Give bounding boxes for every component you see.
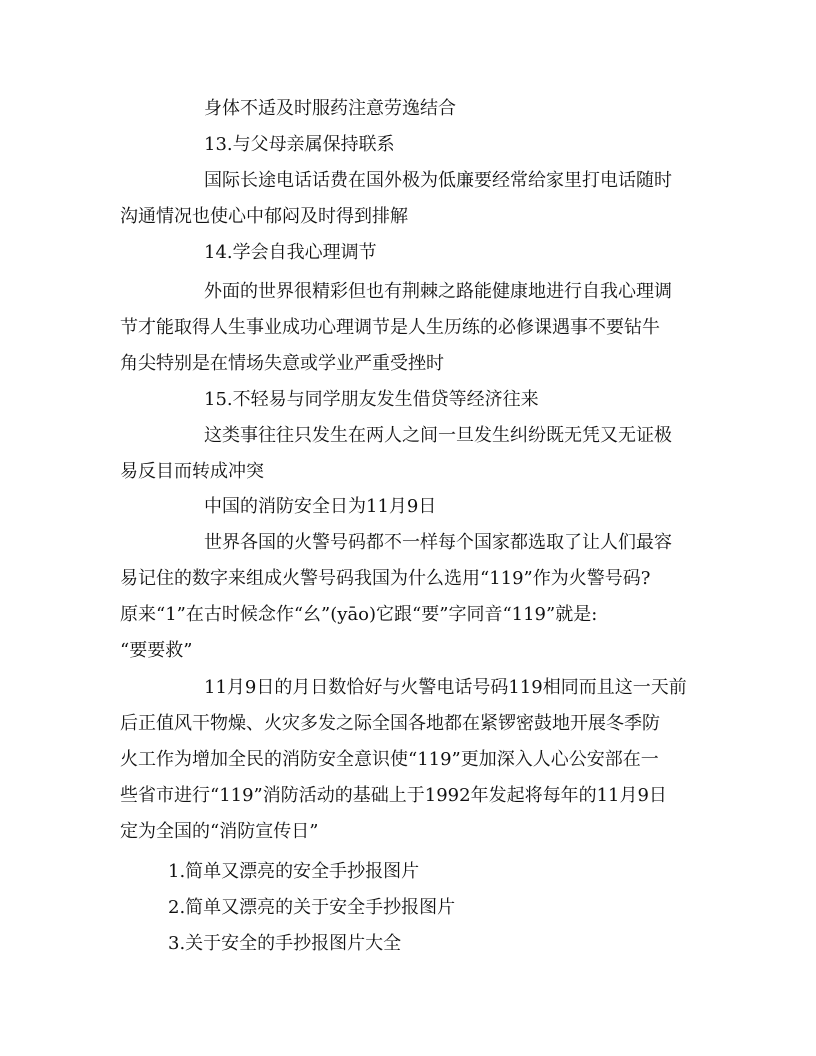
list-item: 2.简单又漂亮的关于安全手抄报图片: [168, 897, 456, 918]
list-item: 3.关于安全的手抄报图片大全: [168, 933, 402, 954]
text-line: 11月9日的月日数恰好与火警电话号码119相同而且这一天前: [204, 677, 687, 698]
text-line: 易记住的数字来组成火警号码我国为什么选用“119”作为火警号码?: [120, 568, 651, 589]
text-line: 节才能取得人生事业成功心理调节是人生历练的必修课遇事不要钻牛: [120, 317, 660, 338]
list-item: 1.简单又漂亮的安全手抄报图片: [168, 861, 420, 882]
text-line: 外面的世界很精彩但也有荆棘之路能健康地进行自我心理调: [204, 281, 672, 302]
text-line: 沟通情况也使心中郁闷及时得到排解: [120, 206, 408, 227]
text-line: 易反目而转成冲突: [120, 461, 264, 482]
text-line: 这类事往往只发生在两人之间一旦发生纠纷既无凭又无证极: [204, 425, 672, 446]
text-line: 原来“1”在古时候念作“幺”(yāo)它跟“要”字同音“119”就是:: [120, 604, 598, 625]
text-line: 身体不适及时服药注意劳逸结合: [204, 98, 456, 119]
text-line: 定为全国的“消防宣传日”: [120, 821, 319, 842]
text-line: 后正值风干物燥、火灾多发之际全国各地都在紧锣密鼓地开展冬季防: [120, 713, 660, 734]
text-line: 国际长途电话话费在国外极为低廉要经常给家里打电话随时: [204, 170, 672, 191]
text-line: 角尖特别是在情场失意或学业严重受挫时: [120, 353, 444, 374]
section-heading: 15.不轻易与同学朋友发生借贷等经济往来: [204, 389, 539, 410]
section-heading: 13.与父母亲属保持联系: [204, 134, 395, 155]
section-heading: 中国的消防安全日为11月9日: [204, 496, 437, 517]
text-line: 些省市进行“119”消防活动的基础上于1992年发起将每年的11月9日: [120, 785, 667, 806]
section-heading: 14.学会自我心理调节: [204, 242, 377, 263]
text-line: “要要救”: [120, 640, 193, 661]
text-line: 火工作为增加全民的消防安全意识使“119”更加深入人心公安部在一: [120, 749, 659, 770]
text-line: 世界各国的火警号码都不一样每个国家都选取了让人们最容: [204, 532, 672, 553]
